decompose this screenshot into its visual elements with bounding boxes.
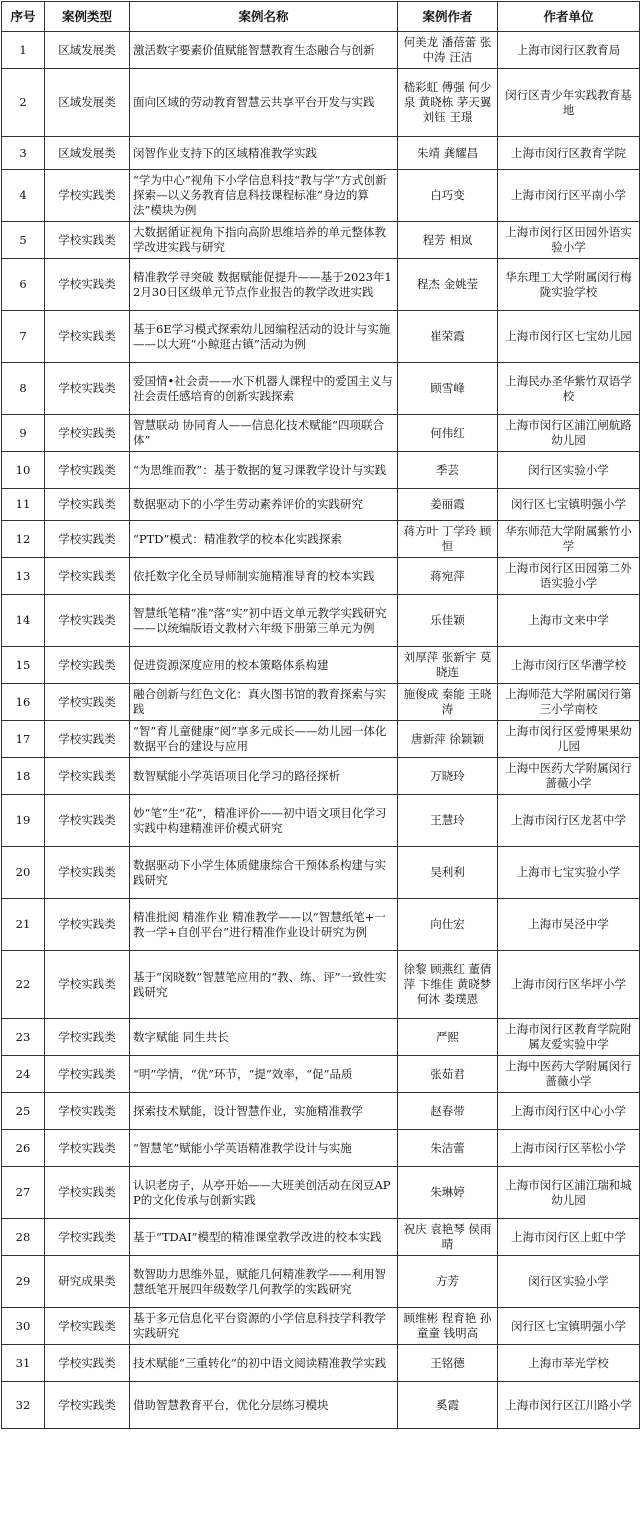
cell-case-author: 祝庆 袁艳琴 侯雨晴	[398, 1219, 498, 1256]
table-row	[2, 1056, 640, 1093]
case-table	[1, 1, 640, 1429]
cell-case-author: 顾维彬 程育艳 孙童童 钱明高	[398, 1308, 498, 1345]
table-row	[2, 1382, 640, 1429]
cell-case-name: “智慧笔”赋能小学英语精准教学设计与实施	[130, 1130, 398, 1167]
cell-case-author: 唐新萍 徐颖颖	[398, 721, 498, 758]
cell-serial-no: 9	[2, 415, 45, 452]
cell-serial-no: 30	[2, 1308, 45, 1345]
cell-case-author: 朱琳婷	[398, 1167, 498, 1219]
table-row	[2, 259, 640, 311]
cell-case-name: 数智助力思维外显，赋能几何精准教学——利用智慧纸笔开展四年级数学几何教学的实践研究	[130, 1256, 398, 1308]
cell-case-name: 基于多元信息化平台资源的小学信息科技学科教学实践研究	[130, 1308, 398, 1345]
cell-case-type: 学校实践类	[45, 1382, 130, 1429]
cell-author-unit: 上海市闵行区七宝幼儿园	[498, 311, 640, 363]
cell-case-type: 学校实践类	[45, 311, 130, 363]
cell-author-unit: 上海市闵行区莘松小学	[498, 1130, 640, 1167]
cell-case-name: “为思维而教”：基于数据的复习课教学设计与实践	[130, 452, 398, 489]
table-row	[2, 899, 640, 951]
cell-author-unit: 上海市闵行区龙茗中学	[498, 795, 640, 847]
table-row	[2, 415, 640, 452]
cell-serial-no: 24	[2, 1056, 45, 1093]
cell-serial-no: 8	[2, 363, 45, 415]
cell-author-unit: 上海市闵行区中心小学	[498, 1093, 640, 1130]
cell-case-type: 学校实践类	[45, 647, 130, 684]
cell-serial-no: 22	[2, 951, 45, 1019]
cell-author-unit: 上海市闵行区教育学院	[498, 137, 640, 170]
cell-case-type: 学校实践类	[45, 1056, 130, 1093]
cell-case-type: 学校实践类	[45, 951, 130, 1019]
table-row	[2, 521, 640, 558]
cell-author-unit: 闵行区实验小学	[498, 452, 640, 489]
cell-author-unit: 上海中医药大学附属闵行蔷薇小学	[498, 1056, 640, 1093]
cell-serial-no: 5	[2, 222, 45, 259]
cell-serial-no: 17	[2, 721, 45, 758]
table-row	[2, 1308, 640, 1345]
cell-author-unit: 上海市闵行区浦江瑞和城幼儿园	[498, 1167, 640, 1219]
cell-case-name: 妙“笔”生“花”，精准评价——初中语文项目化学习实践中构建精准评价模式研究	[130, 795, 398, 847]
header-serial-no: 序号	[2, 2, 45, 32]
cell-case-name: 精准批阅 精准作业 精准教学——以“智慧纸笔+一教一学+自创平台”进行精准作业设计研究为例	[130, 899, 398, 951]
cell-case-author: 季芸	[398, 452, 498, 489]
cell-author-unit: 闵行区七宝镇明强小学	[498, 1308, 640, 1345]
cell-case-type: 学校实践类	[45, 415, 130, 452]
cell-case-name: “PTD”模式：精准教学的校本化实践探索	[130, 521, 398, 558]
cell-author-unit: 上海中医药大学附属闵行蔷薇小学	[498, 758, 640, 795]
cell-case-author: 姜丽霞	[398, 489, 498, 521]
table-row	[2, 32, 640, 69]
cell-author-unit: 上海市七宝实验小学	[498, 847, 640, 899]
cell-case-name: 精准教学寻突破 数据赋能促提升——基于2023年12月30日区级单元节点作业报告的教学改进实践	[130, 259, 398, 311]
cell-case-type: 学校实践类	[45, 1130, 130, 1167]
header-case-name: 案例名称	[130, 2, 398, 32]
table-row	[2, 558, 640, 595]
table-row	[2, 1093, 640, 1130]
cell-serial-no: 3	[2, 137, 45, 170]
cell-case-name: 智慧联动 协同育人——信息化技术赋能“四项联合体”	[130, 415, 398, 452]
cell-case-type: 学校实践类	[45, 847, 130, 899]
cell-author-unit: 上海市闵行区教育局	[498, 32, 640, 69]
cell-case-type: 区域发展类	[45, 69, 130, 137]
cell-case-name: 闵智作业支持下的区域精准教学实践	[130, 137, 398, 170]
cell-serial-no: 16	[2, 684, 45, 721]
table-row	[2, 1019, 640, 1056]
cell-author-unit: 闵行区七宝镇明强小学	[498, 489, 640, 521]
cell-serial-no: 25	[2, 1093, 45, 1130]
header-case-author: 案例作者	[398, 2, 498, 32]
cell-case-author: 施俊成 秦能 王晓涛	[398, 684, 498, 721]
table-row	[2, 1167, 640, 1219]
cell-serial-no: 27	[2, 1167, 45, 1219]
cell-case-type: 学校实践类	[45, 222, 130, 259]
cell-author-unit: 上海师范大学附属闵行第三小学南校	[498, 684, 640, 721]
cell-case-author: 顾雪峰	[398, 363, 498, 415]
cell-author-unit: 上海市吴泾中学	[498, 899, 640, 951]
cell-serial-no: 10	[2, 452, 45, 489]
cell-case-name: 探索技术赋能，设计智慧作业，实施精准教学	[130, 1093, 398, 1130]
table-row	[2, 489, 640, 521]
cell-case-name: 融合创新与红色文化：真火图书馆的教育探索与实践	[130, 684, 398, 721]
cell-case-name: 基于6E学习模式探索幼儿园编程活动的设计与实施——以大班“小鲸逛古镇”活动为例	[130, 311, 398, 363]
cell-serial-no: 1	[2, 32, 45, 69]
cell-case-author: 嵇彩虹 傅强 何少泉 黄晓栋 茅天翼 刘钰 王璟	[398, 69, 498, 137]
cell-case-author: 朱靖 龚耀昌	[398, 137, 498, 170]
header-case-type: 案例类型	[45, 2, 130, 32]
cell-author-unit: 上海市闵行区田园外语实验小学	[498, 222, 640, 259]
cell-case-type: 学校实践类	[45, 1167, 130, 1219]
cell-author-unit: 上海市闵行区华漕学校	[498, 647, 640, 684]
cell-case-type: 学校实践类	[45, 489, 130, 521]
cell-case-name: 爱国情•社会责——水下机器人课程中的爱国主义与社会责任感培育的创新实践探索	[130, 363, 398, 415]
cell-serial-no: 19	[2, 795, 45, 847]
cell-case-type: 学校实践类	[45, 1219, 130, 1256]
table-row	[2, 69, 640, 137]
cell-case-name: “学为中心”视角下小学信息科技“教与学”方式创新探索—以义务教育信息科技课程标准“身边的算法”模块为例	[130, 170, 398, 222]
cell-author-unit: 华东理工大学附属闵行梅陇实验学校	[498, 259, 640, 311]
table-row	[2, 222, 640, 259]
cell-case-type: 学校实践类	[45, 758, 130, 795]
cell-case-type: 学校实践类	[45, 170, 130, 222]
cell-case-name: 大数据循证视角下指向高阶思维培养的单元整体教学改进实践与研究	[130, 222, 398, 259]
cell-serial-no: 15	[2, 647, 45, 684]
cell-author-unit: 上海民办圣华紫竹双语学校	[498, 363, 640, 415]
cell-case-author: 王慧玲	[398, 795, 498, 847]
cell-serial-no: 6	[2, 259, 45, 311]
cell-case-author: 万晓玲	[398, 758, 498, 795]
cell-case-name: 数字赋能 同生共长	[130, 1019, 398, 1056]
cell-case-author: 乐佳颖	[398, 595, 498, 647]
cell-case-type: 学校实践类	[45, 521, 130, 558]
cell-serial-no: 18	[2, 758, 45, 795]
cell-case-type: 区域发展类	[45, 32, 130, 69]
cell-serial-no: 13	[2, 558, 45, 595]
cell-author-unit: 上海市闵行区华坪小学	[498, 951, 640, 1019]
cell-case-name: 面向区域的劳动教育智慧云共享平台开发与实践	[130, 69, 398, 137]
cell-case-type: 区域发展类	[45, 137, 130, 170]
cell-serial-no: 11	[2, 489, 45, 521]
cell-case-author: 徐黎 顾燕红 董倩萍 卞维佳 黄晓梦 何沐 娄璞恩	[398, 951, 498, 1019]
cell-case-name: 技术赋能“三重转化”的初中语文阅读精准教学实践	[130, 1345, 398, 1382]
cell-case-type: 学校实践类	[45, 795, 130, 847]
table-row	[2, 684, 640, 721]
cell-case-name: “明”学情，“优”环节，“提”效率，“促”品质	[130, 1056, 398, 1093]
cell-case-type: 学校实践类	[45, 1093, 130, 1130]
table-row	[2, 311, 640, 363]
header-row	[2, 2, 640, 32]
cell-case-author: 吴利利	[398, 847, 498, 899]
cell-author-unit: 上海市闵行区田园第二外语实验小学	[498, 558, 640, 595]
cell-author-unit: 上海市闵行区江川路小学	[498, 1382, 640, 1429]
cell-case-author: 程芳 相岚	[398, 222, 498, 259]
table-row	[2, 847, 640, 899]
cell-serial-no: 26	[2, 1130, 45, 1167]
cell-case-type: 学校实践类	[45, 259, 130, 311]
cell-author-unit: 上海市闵行区爱博果果幼儿园	[498, 721, 640, 758]
cell-case-type: 学校实践类	[45, 1019, 130, 1056]
cell-author-unit: 华东师范大学附属紫竹小学	[498, 521, 640, 558]
cell-case-author: 崔荣霞	[398, 311, 498, 363]
cell-case-author: 奚霞	[398, 1382, 498, 1429]
table-row	[2, 1130, 640, 1167]
table-row	[2, 758, 640, 795]
cell-serial-no: 29	[2, 1256, 45, 1308]
cell-serial-no: 12	[2, 521, 45, 558]
cell-case-name: “智”育儿童健康“阅”享多元成长——幼儿园一体化数据平台的建设与应用	[130, 721, 398, 758]
cell-author-unit: 上海市闵行区教育学院附属友爱实验中学	[498, 1019, 640, 1056]
cell-case-name: 数据驱动下的小学生劳动素养评价的实践研究	[130, 489, 398, 521]
header-author-unit: 作者单位	[498, 2, 640, 32]
table-row	[2, 1256, 640, 1308]
table-row	[2, 170, 640, 222]
cell-case-author: 张茹君	[398, 1056, 498, 1093]
table-row	[2, 1219, 640, 1256]
cell-case-type: 学校实践类	[45, 721, 130, 758]
cell-serial-no: 28	[2, 1219, 45, 1256]
cell-case-author: 朱洁蕾	[398, 1130, 498, 1167]
cell-case-name: 促进资源深度应用的校本策略体系构建	[130, 647, 398, 684]
cell-case-author: 严熙	[398, 1019, 498, 1056]
table-row	[2, 721, 640, 758]
cell-serial-no: 20	[2, 847, 45, 899]
cell-case-author: 蒋宛萍	[398, 558, 498, 595]
table-row	[2, 647, 640, 684]
cell-case-type: 学校实践类	[45, 684, 130, 721]
cell-case-author: 向仕宏	[398, 899, 498, 951]
cell-case-name: 依托数字化全员导师制实施精准导育的校本实践	[130, 558, 398, 595]
cell-case-name: 激活数字要素价值赋能智慧教育生态融合与创新	[130, 32, 398, 69]
cell-case-type: 学校实践类	[45, 558, 130, 595]
cell-case-type: 学校实践类	[45, 899, 130, 951]
table-row	[2, 137, 640, 170]
table-row	[2, 1345, 640, 1382]
table-row	[2, 595, 640, 647]
cell-case-name: 认识老房子，从亭开始——大班美创活动在闵豆APP的文化传承与创新实践	[130, 1167, 398, 1219]
cell-serial-no: 23	[2, 1019, 45, 1056]
table-row	[2, 363, 640, 415]
cell-case-author: 白巧变	[398, 170, 498, 222]
cell-case-type: 研究成果类	[45, 1256, 130, 1308]
cell-author-unit: 闵行区实验小学	[498, 1256, 640, 1308]
cell-case-author: 蒋方叶 丁学玲 顾恒	[398, 521, 498, 558]
cell-author-unit: 闵行区青少年实践教育基地	[498, 69, 640, 137]
cell-case-name: 数智赋能小学英语项目化学习的路径探析	[130, 758, 398, 795]
cell-case-type: 学校实践类	[45, 452, 130, 489]
cell-author-unit: 上海市闵行区上虹中学	[498, 1219, 640, 1256]
cell-case-author: 刘厚萍 张新宇 莫晓连	[398, 647, 498, 684]
cell-case-author: 王铭德	[398, 1345, 498, 1382]
cell-serial-no: 2	[2, 69, 45, 137]
cell-case-author: 何伟红	[398, 415, 498, 452]
cell-case-type: 学校实践类	[45, 1308, 130, 1345]
cell-case-author: 赵春带	[398, 1093, 498, 1130]
cell-author-unit: 上海市文来中学	[498, 595, 640, 647]
cell-serial-no: 7	[2, 311, 45, 363]
cell-author-unit: 上海市闵行区浦江闸航路幼儿园	[498, 415, 640, 452]
cell-author-unit: 上海市莘光学校	[498, 1345, 640, 1382]
cell-case-type: 学校实践类	[45, 363, 130, 415]
table-row	[2, 951, 640, 1019]
cell-case-author: 方芳	[398, 1256, 498, 1308]
cell-case-name: 基于“TDAI”模型的精准课堂教学改进的校本实践	[130, 1219, 398, 1256]
cell-case-name: 数据驱动下小学生体质健康综合干预体系构建与实践研究	[130, 847, 398, 899]
cell-author-unit: 上海市闵行区平南小学	[498, 170, 640, 222]
cell-case-name: 基于“闵晓数”智慧笔应用的“教、练、评”一致性实践研究	[130, 951, 398, 1019]
cell-case-name: 智慧纸笔精“准”落“实”初中语文单元教学实践研究——以统编版语文教材六年级下册第三单元为例	[130, 595, 398, 647]
cell-case-name: 借助智慧教育平台，优化分层练习模块	[130, 1382, 398, 1429]
cell-serial-no: 14	[2, 595, 45, 647]
cell-case-type: 学校实践类	[45, 1345, 130, 1382]
cell-case-type: 学校实践类	[45, 595, 130, 647]
cell-serial-no: 4	[2, 170, 45, 222]
cell-serial-no: 31	[2, 1345, 45, 1382]
cell-serial-no: 32	[2, 1382, 45, 1429]
cell-serial-no: 21	[2, 899, 45, 951]
table-row	[2, 452, 640, 489]
table-row	[2, 795, 640, 847]
cell-case-author: 程杰 金姚莹	[398, 259, 498, 311]
cell-case-author: 何美龙 潘蓓蕾 张中涛 汪洁	[398, 32, 498, 69]
